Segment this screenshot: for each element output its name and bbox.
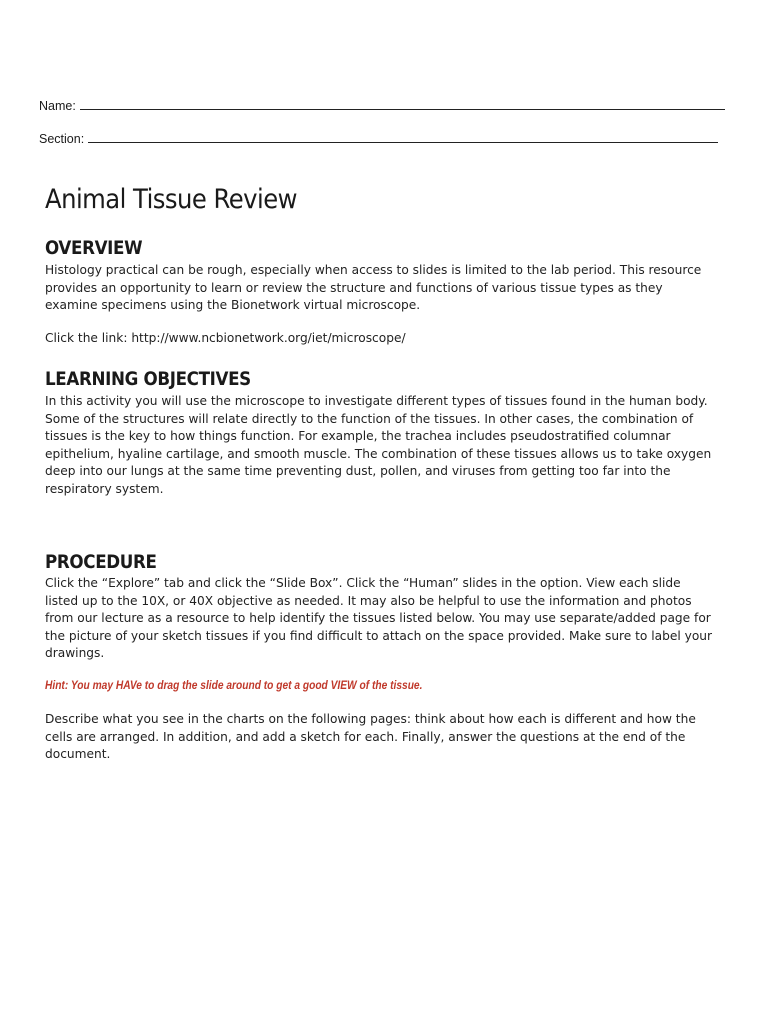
name-field-row xyxy=(39,97,725,114)
overview-heading: OVERVIEW xyxy=(45,237,143,259)
name-label: Name: xyxy=(39,99,76,113)
name-blank-line xyxy=(80,97,725,110)
overview-paragraph: Histology practical can be rough, especially when access to slides is limited to the lab period. This resource provides an opportunity to learn or review the structure and functions of various tissue types as they examine specimens using the Bionetwork virtual microscope. xyxy=(45,263,702,312)
procedure-paragraph: Click the “Explore” tab and click the “Slide Box”. Click the “Human” slides in the option. View each slide listed up to the 10X, or 40X objective as needed. It may also be helpful to use the information and photos from our lecture as a resource to help identify the tissues listed below. You may use separate/added page for the picture of your sketch tissues if you find difficult to attach on the space provided. Make sure to label your drawings. xyxy=(45,576,713,660)
section-blank-line xyxy=(88,130,718,143)
procedure-heading: PROCEDURE xyxy=(45,551,157,573)
learning-objectives-paragraph: In this activity you will use the microscope to investigate different types of tissues found in the human body. Some of the structures will relate directly to the function of the tissues. In other cases, the combination of tissues is the key to how things function. For example, the trachea includes pseudostratified columnar epithelium, hyaline cartilage, and smooth muscle. The combination of these tissues allows us to take oxygen deep into our lungs at the same time preventing dust, pollen, and viruses from getting too far into the respiratory system. xyxy=(45,394,712,496)
section-field-row xyxy=(39,130,718,147)
hint-text: Hint: You may HAVe to drag the slide around to get a good VIEW of the tissue. xyxy=(45,678,423,692)
microscope-link[interactable]: Click the link: http://www.ncbionetwork.org/iet/microscope/ xyxy=(45,331,406,345)
document-title: Animal Tissue Review xyxy=(45,184,297,215)
learning-objectives-heading: LEARNING OBJECTIVES xyxy=(45,368,251,390)
section-label: Section: xyxy=(39,132,85,146)
describe-paragraph: Describe what you see in the charts on the following pages: think about how each is different and how the cells are arranged. In addition, and add a sketch for each. Finally, answer the questions at the end of the document. xyxy=(45,712,696,761)
